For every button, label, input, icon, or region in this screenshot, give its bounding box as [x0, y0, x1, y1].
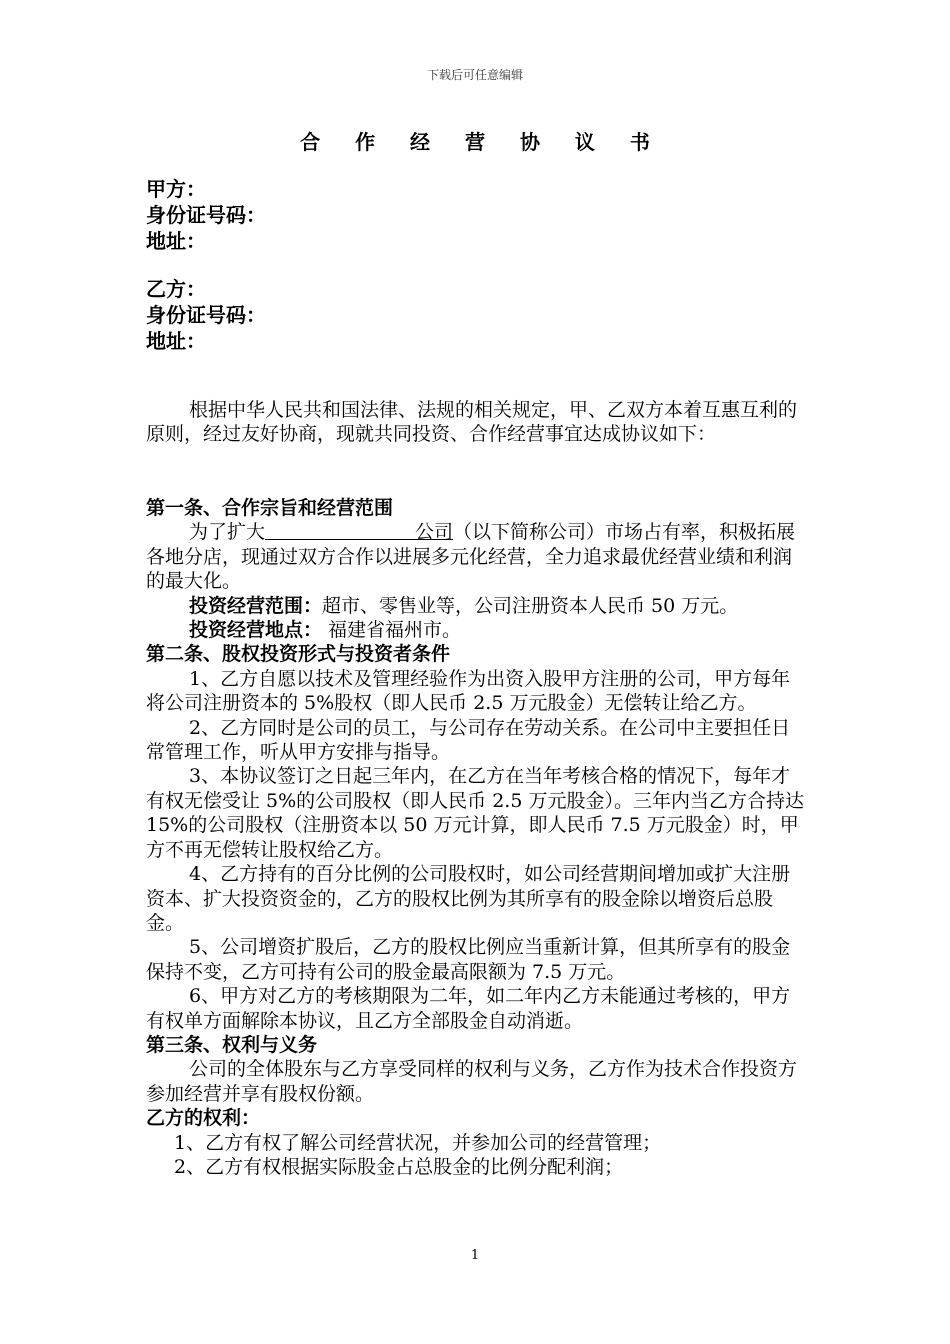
party-a-block — [146, 176, 266, 254]
article2-heading: 第二条、股权投资形式与投资者条件 — [146, 643, 451, 666]
articles-section — [146, 496, 806, 1179]
article1-paragraph — [146, 520, 806, 593]
header-note: 下载后可任意编辑 — [426, 68, 523, 82]
article2-item: 2、乙方同时是公司的员工，与公司存在劳动关系。在公司中主要担任日常管理工作，听从甲方安排与指导。 — [146, 716, 791, 764]
scope-value: 超市、零售业等，公司注册资本人民币 50 万元。 — [322, 594, 739, 617]
article1-suffix: （以下简称公司）市场占有率，积极拓展各地分店，现通过双方合作以进展多元化经营，全力追求最优经营业绩和利润的最大化。 — [146, 521, 796, 593]
scope-line — [146, 594, 806, 618]
party-b-address-label: 地址： — [146, 329, 206, 353]
document-title: 合 作 经 营 协 议 书 — [300, 130, 664, 154]
scope-label: 投资经营范围： — [189, 594, 323, 617]
article2-item: 1、乙方自愿以技术及管理经验作为出资入股甲方注册的公司，甲方每年将公司注册资本的 5%股权（即人民币 2.5 万元股金）无偿转让给乙方。 — [146, 667, 791, 715]
rights-item: 1、乙方有权了解公司经营状况，并参加公司的经营管理； — [174, 1131, 662, 1154]
location-line — [146, 618, 806, 642]
article1-company: 公司 — [415, 521, 454, 544]
article2-item: 4、乙方持有的百分比例的公司股权时，如公司经营期间增加或扩大注册资本、扩大投资资金的，乙方的股权比例为其所享有的股金除以增资后总股金。 — [146, 863, 791, 934]
article2-item: 6、甲方对乙方的考核期限为二年，如二年内乙方未能通过考核的，甲方有权单方面解除本协议，且乙方全部股金自动消逝。 — [146, 985, 791, 1032]
article1-prefix: 为了扩大 — [189, 521, 266, 544]
article1-heading: 第一条、合作宗旨和经营范围 — [146, 497, 394, 519]
page-number: 1 — [470, 1248, 480, 1263]
article2-item: 3、本协议签订之日起三年内，在乙方在当年考核合格的情况下，每年才有权无偿受让 5%的公司股权（即人民币 2.5 万元股金）。三年内当乙方合持达 15%的公司股权（注册资本以 50 万元计算，即人民币 7.5 万元股金）时，甲方不再无偿转让股权给乙方。 — [146, 765, 804, 861]
intro-section — [146, 398, 806, 447]
location-value: 福建省福州市。 — [322, 619, 462, 642]
party-a-address-label: 地址： — [146, 229, 206, 253]
party-b-name-label: 乙方： — [146, 277, 206, 301]
company-name-blank — [265, 521, 415, 540]
location-label: 投资经营地点： — [189, 619, 323, 642]
article3-paragraph: 公司的全体股东与乙方享受同样的权利与义务，乙方作为技术合作投资方参加经营并享有股权份额。 — [146, 1058, 798, 1105]
party-a-name-label: 甲方： — [146, 177, 206, 201]
rights-item: 2、乙方有权根据实际股金占总股金的比例分配利润； — [174, 1155, 624, 1178]
party-b-block — [146, 276, 266, 354]
article3-heading: 第三条、权利与义务 — [146, 1033, 318, 1056]
party-b-id-label: 身份证号码： — [146, 303, 266, 327]
rights-heading: 乙方的权利： — [146, 1107, 261, 1130]
intro-paragraph: 根据中华人民共和国法律、法规的相关规定，甲、乙双方本着互惠互利的原则，经过友好协商，现就共同投资、合作经营事宜达成协议如下： — [146, 399, 798, 446]
article2-item: 5、公司增资扩股后，乙方的股权比例应当重新计算，但其所享有的股金保持不变，乙方可持有公司的股金最高限额为 7.5 万元。 — [146, 936, 791, 983]
party-a-id-label: 身份证号码： — [146, 203, 266, 227]
